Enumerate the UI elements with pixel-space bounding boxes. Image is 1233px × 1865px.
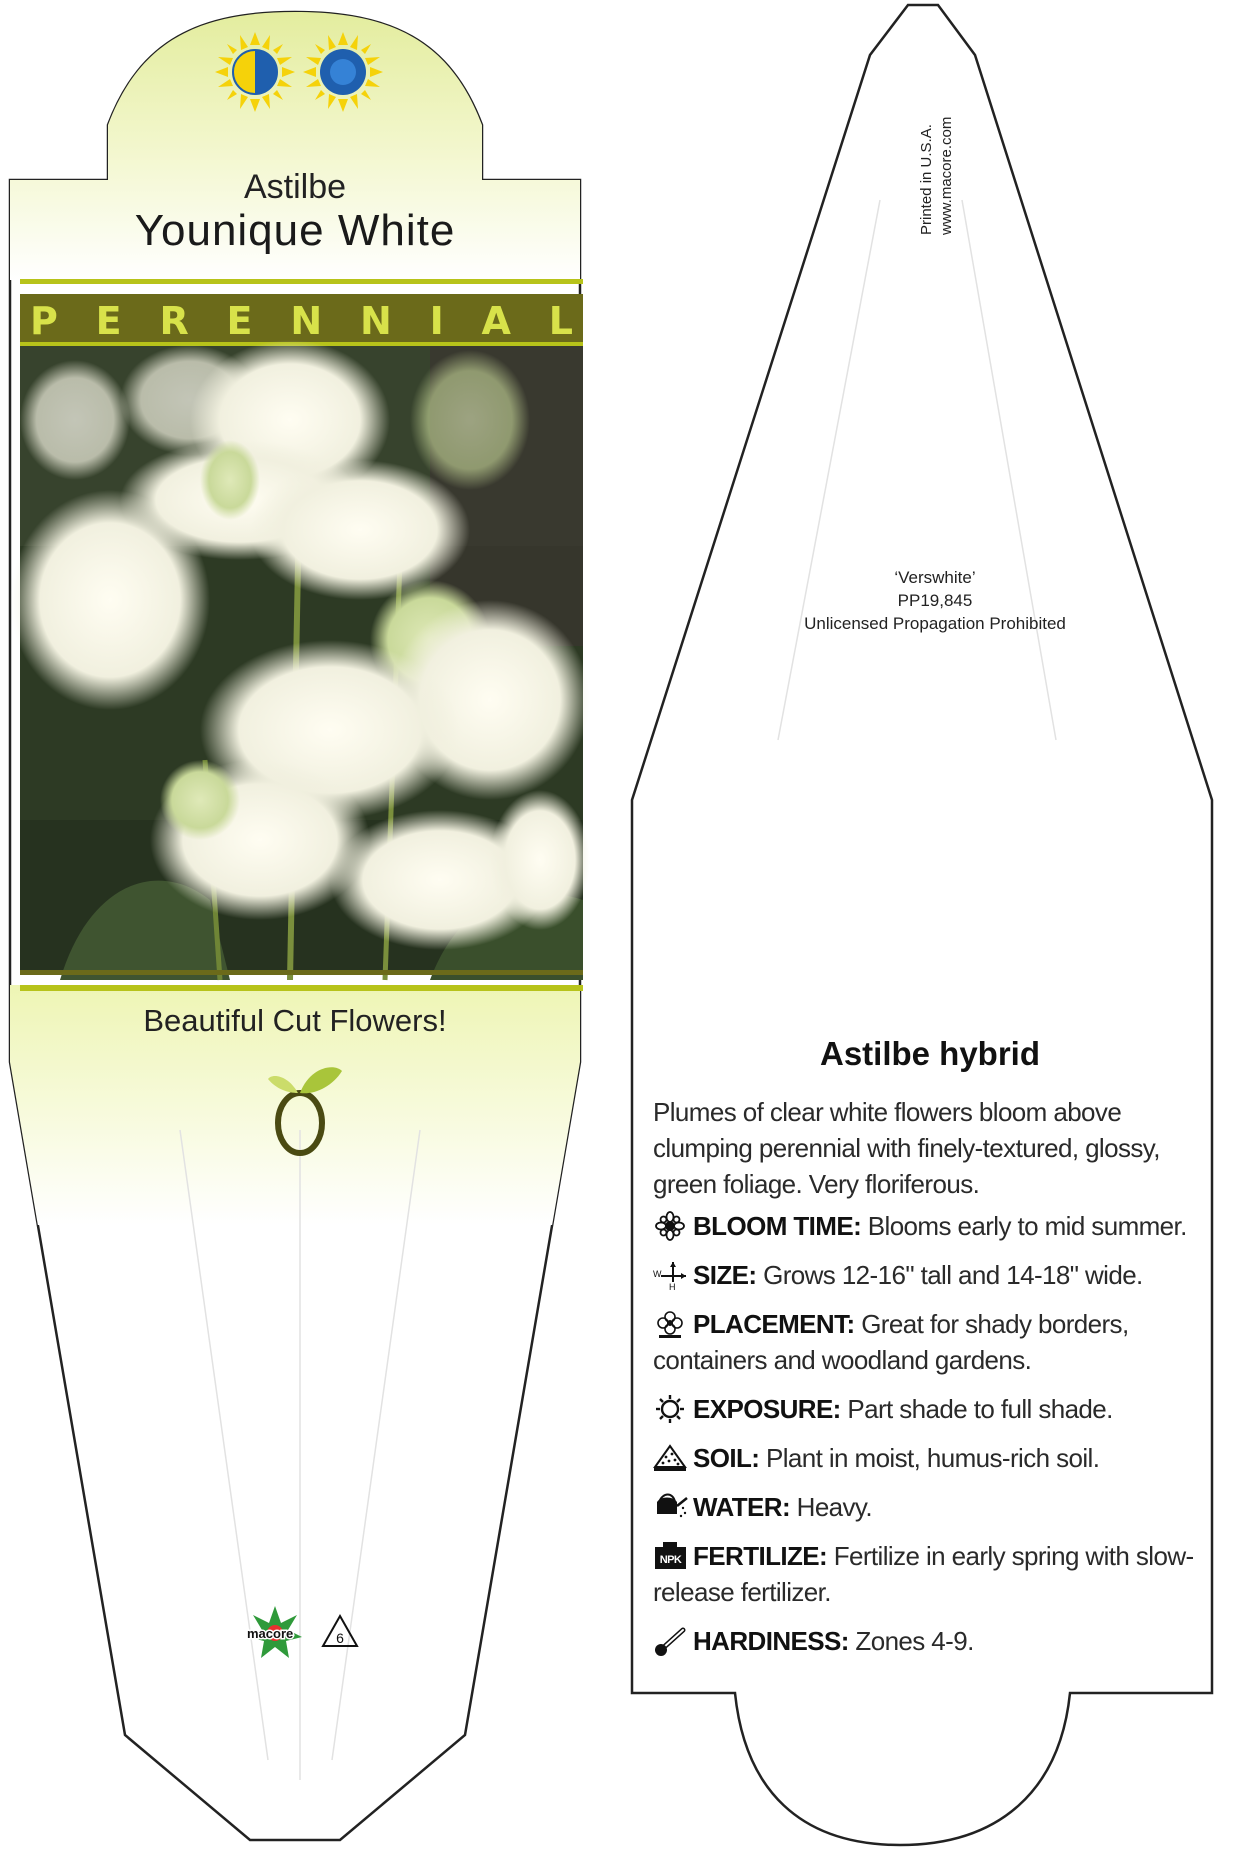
category-banner: [20, 297, 583, 345]
patent-notice: Unlicensed Propagation Prohibited: [804, 614, 1066, 633]
tagline: Beautiful Cut Flowers!: [143, 1003, 447, 1038]
attr-size: [653, 1257, 1208, 1293]
attr-label: PLACEMENT:: [693, 1309, 855, 1339]
attr-label: BLOOM TIME:: [693, 1211, 862, 1241]
attr-value: Heavy.: [796, 1492, 873, 1522]
attr-label: SIZE:: [693, 1260, 757, 1290]
attr-label: SOIL:: [693, 1443, 760, 1473]
care-info: [653, 1094, 1208, 1672]
category-letter: A: [481, 299, 511, 343]
attr-soil: [653, 1440, 1208, 1476]
plant-cultivar: Younique White: [134, 206, 456, 255]
attr-label: EXPOSURE:: [693, 1394, 841, 1424]
recycle-code: 6: [336, 1630, 344, 1646]
flower-photo: [10, 340, 590, 980]
attr-value: Grows 12-16" tall and 14-18" wide.: [763, 1260, 1143, 1290]
attr-hardiness: [653, 1623, 1208, 1659]
brand-logo: [245, 1604, 360, 1667]
attr-value: Fertilize in early spring with slow-release fertilizer.: [653, 1541, 1194, 1607]
category-letter: E: [226, 299, 253, 343]
sun-outline-icon: [653, 1394, 689, 1424]
patent-block: [700, 566, 1170, 635]
attr-value: Zones 4-9.: [855, 1626, 974, 1656]
category-letter: R: [159, 299, 189, 343]
attr-value: Plant in moist, humus-rich soil.: [765, 1443, 1100, 1473]
category-letter: P: [30, 299, 58, 343]
full-shade-icon: [303, 32, 383, 112]
part-sun-icon: [215, 32, 295, 112]
brand-name: macore: [247, 1626, 294, 1641]
trade-name: ‘Verswhite’: [894, 568, 976, 587]
recycle-icon: [323, 1616, 357, 1646]
attr-placement: [653, 1306, 1208, 1378]
attr-water: [653, 1489, 1208, 1525]
svg-text:W: W: [653, 1269, 661, 1279]
watering-can-icon: [653, 1492, 689, 1522]
attr-label: WATER:: [693, 1492, 791, 1522]
placement-icon: [653, 1309, 689, 1339]
thermometer-icon: [653, 1626, 689, 1656]
attr-value: Part shade to full shade.: [847, 1394, 1113, 1424]
attr-label: FERTILIZE:: [693, 1541, 828, 1571]
attr-exposure: [653, 1391, 1208, 1427]
soil-icon: [653, 1443, 689, 1473]
attr-label: HARDINESS:: [693, 1626, 849, 1656]
description: Plumes of clear white flowers bloom above clumping perennial with finely-textured, glossy, green foliage. Very floriferous.: [653, 1097, 1160, 1199]
svg-text:H: H: [669, 1282, 675, 1290]
category-letter: E: [95, 299, 122, 343]
attr-value: Great for shady borders, containers and woodland gardens.: [653, 1309, 1129, 1375]
attr-value: Blooms early to mid summer.: [867, 1211, 1187, 1241]
species-heading: Astilbe hybrid: [819, 1035, 1041, 1072]
category-letter: I: [429, 299, 444, 343]
svg-text:NPK: NPK: [659, 1554, 682, 1566]
attr-bloom-time: [653, 1208, 1208, 1244]
size-icon: [653, 1260, 689, 1290]
patent-number: PP19,845: [897, 591, 973, 610]
category-letter: L: [548, 299, 573, 343]
npk-icon: [653, 1541, 689, 1571]
category-letter: N: [290, 299, 323, 343]
attr-fertilize: [653, 1538, 1208, 1610]
category-letter: N: [359, 299, 392, 343]
plant-genus: Astilbe: [243, 168, 347, 206]
macore-star-icon: [245, 1604, 360, 1662]
flower-icon: [653, 1211, 689, 1241]
printed-line-2: www.macore.com: [938, 116, 955, 235]
printed-line-1: Printed in U.S.A.: [918, 124, 935, 235]
printed-note: [900, 100, 960, 240]
front-tag: [0, 0, 600, 1840]
